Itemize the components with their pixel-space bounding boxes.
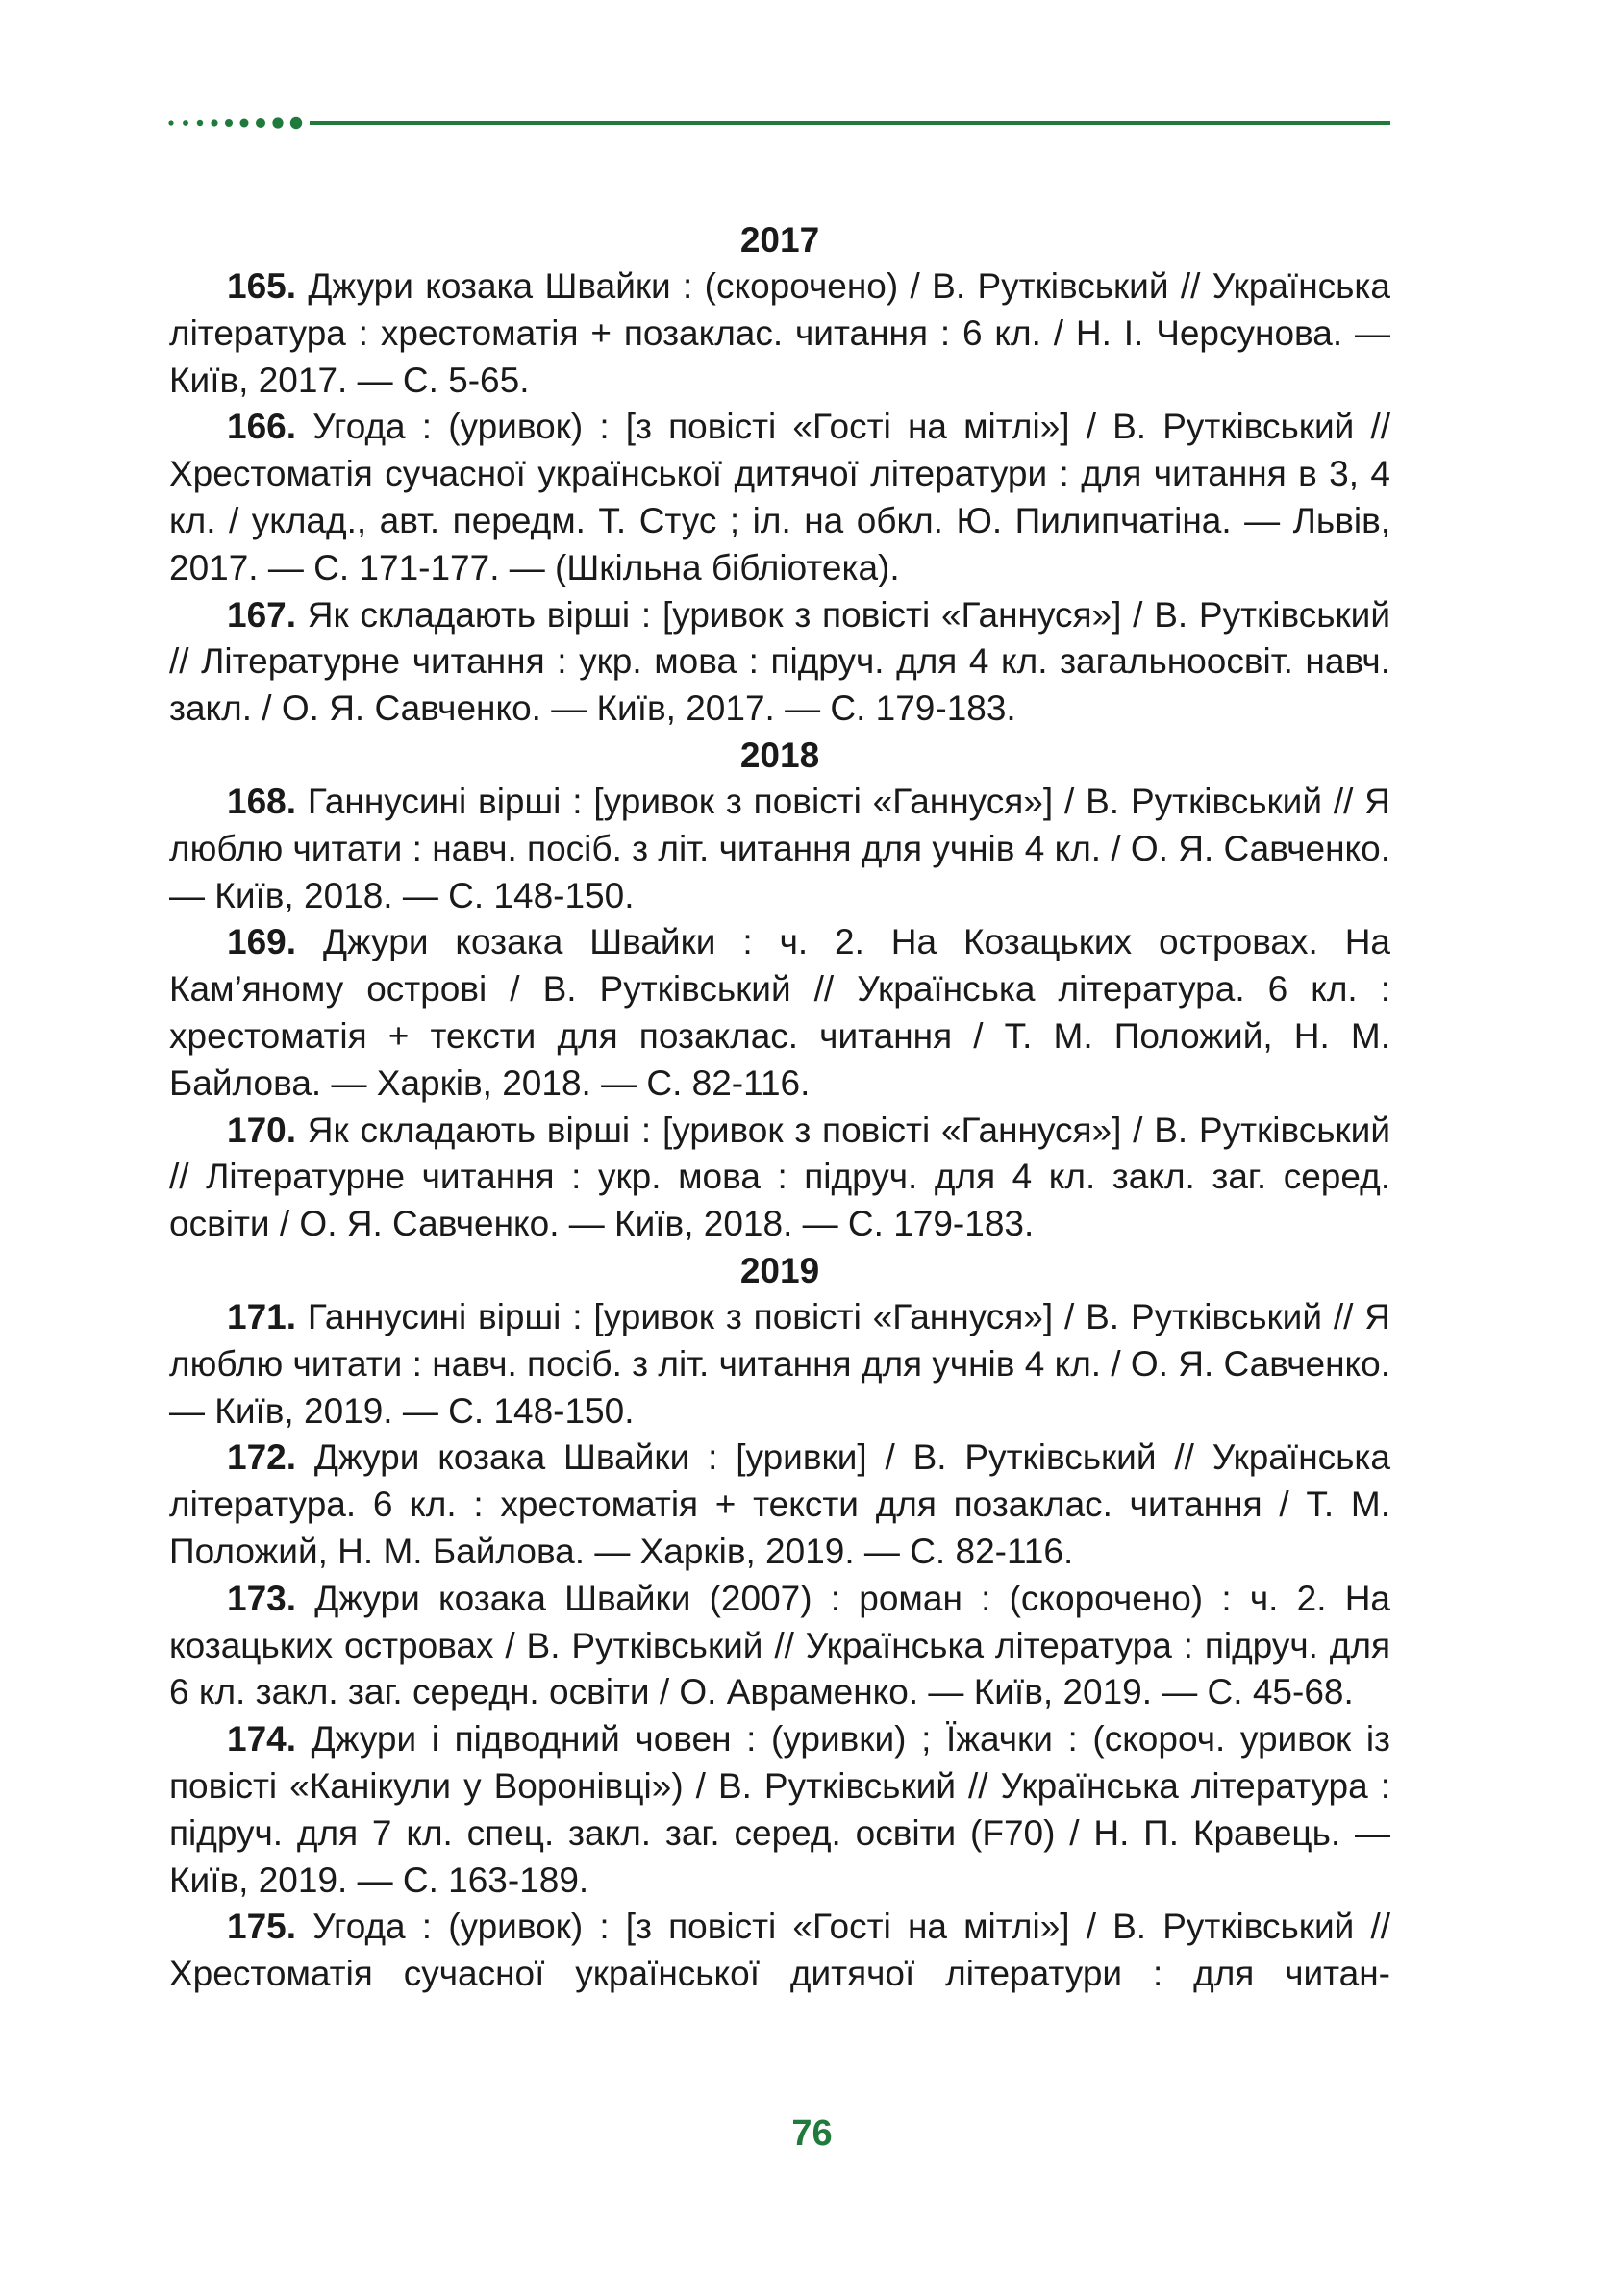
entry-text: Угода : (уривок) : [з повісті «Гості на мітлі»] / В. Рутківський // Хрестоматія сучасної української дитячої літератури : для читан- (169, 1907, 1391, 1994)
year-heading: 2019 (739, 1250, 820, 1290)
entry-number: 167. (227, 594, 297, 635)
entry-number: 172. (227, 1437, 297, 1478)
bibliography-entry (169, 1294, 1390, 1435)
bibliography-entry (169, 1904, 1390, 1998)
entry-number: 169. (227, 922, 297, 962)
bibliography-entry (169, 592, 1390, 733)
entry-number: 175. (227, 1907, 297, 1947)
entry-text: Джури і підводний човен : (уривки) ; Їжачки : (скороч. уривок із повісті «Канікули у Воронівці») / В. Рутківський // Українська література : підруч. для 7 кл. спец. закл. заг. серед. освіти (F70) / Н. П. Кравець. — Київ, 2019. — С. 163-189. (169, 1719, 1391, 1900)
entry-text: Джури козака Швайки : (скорочено) / В. Рутківський // Українська література : хрестоматія + позаклас. читання : 6 кл. / Н. І. Черсунова. — Київ, 2017. — С. 5-65. (169, 266, 1390, 400)
entry-text: Ганнусині вірші : [уривок з повісті «Ганнуся»] / В. Рутківський // Я люблю читати : навч. посіб. з літ. читання для учнів 4 кл. / О. Я. Савченко. — Київ, 2018. — С. 148-150. (169, 781, 1390, 915)
year-heading: 2017 (739, 220, 820, 260)
bibliography-entry (169, 1435, 1390, 1575)
bibliography-entry (169, 263, 1390, 404)
entry-number: 173. (227, 1578, 297, 1618)
bibliography-content (169, 217, 1390, 1998)
entry-number: 168. (227, 781, 297, 821)
entry-text: Як складають вірші : [уривок з повісті «Ганнуся»] / В. Рутківський // Літературне читання : укр. мова : підруч. для 4 кл. загальноосвіт. навч. закл. / О. Я. Савченко. — Київ, 2017. — С. 179-183. (169, 594, 1390, 729)
entry-text: Джури козака Швайки (2007) : роман : (скорочено) : ч. 2. На козацьких островах / В. Рутківський // Українська література : підруч. для 6 кл. закл. заг. середн. освіти / О. Авраменко. — Київ, 2019. — С. 45-68. (169, 1578, 1390, 1712)
entry-text: Угода : (уривок) : [з повісті «Гості на мітлі»] / В. Рутківський // Хрестоматія сучасної української дитячої літератури : для читання в 3, 4 кл. / уклад., авт. передм. Т. Стус ; іл. на обкл. Ю. Пилипчатіна. — Львів, 2017. — С. 171-177. — (Шкільна бібліотека). (169, 407, 1391, 587)
page-number: 76 (791, 2113, 833, 2154)
entry-text: Як складають вірші : [уривок з повісті «Ганнуся»] / В. Рутківський // Літературне читання : укр. мова : підруч. для 4 кл. закл. заг. серед. освіти / О. Я. Савченко. — Київ, 2018. — С. 179-183. (169, 1110, 1390, 1244)
bibliography-entry (169, 919, 1390, 1107)
entry-number: 171. (227, 1296, 297, 1336)
entry-text: Джури козака Швайки : ч. 2. На Козацьких островах. На Кам’яному острові / В. Рутківський // Українська література. 6 кл. : хрестоматія + тексти для позаклас. читання / Т. М. Положий, Н. М. Байлова. — Харків, 2018. — С. 82-116. (169, 922, 1391, 1103)
entry-number: 165. (227, 266, 297, 306)
year-heading: 2018 (739, 735, 820, 775)
header-dotted-rule (0, 0, 1624, 154)
bibliography-entry (169, 1576, 1390, 1716)
bibliography-entry (169, 1716, 1390, 1904)
bibliography-entry (169, 1108, 1390, 1248)
entry-text: Джури козака Швайки : [уривки] / В. Рутківський // Українська література. 6 кл. : хрестоматія + тексти для позаклас. читання / Т. М. Положий, Н. М. Байлова. — Харків, 2019. — С. 82-116. (169, 1437, 1390, 1571)
bibliography-entry (169, 404, 1390, 591)
bibliography-entry (169, 779, 1390, 919)
entry-number: 170. (227, 1110, 297, 1150)
entry-text: Ганнусині вірші : [уривок з повісті «Ганнуся»] / В. Рутківський // Я люблю читати : навч. посіб. з літ. читання для учнів 4 кл. / О. Я. Савченко. — Київ, 2019. — С. 148-150. (169, 1296, 1390, 1431)
entry-number: 174. (227, 1719, 297, 1760)
entry-number: 166. (227, 407, 297, 447)
